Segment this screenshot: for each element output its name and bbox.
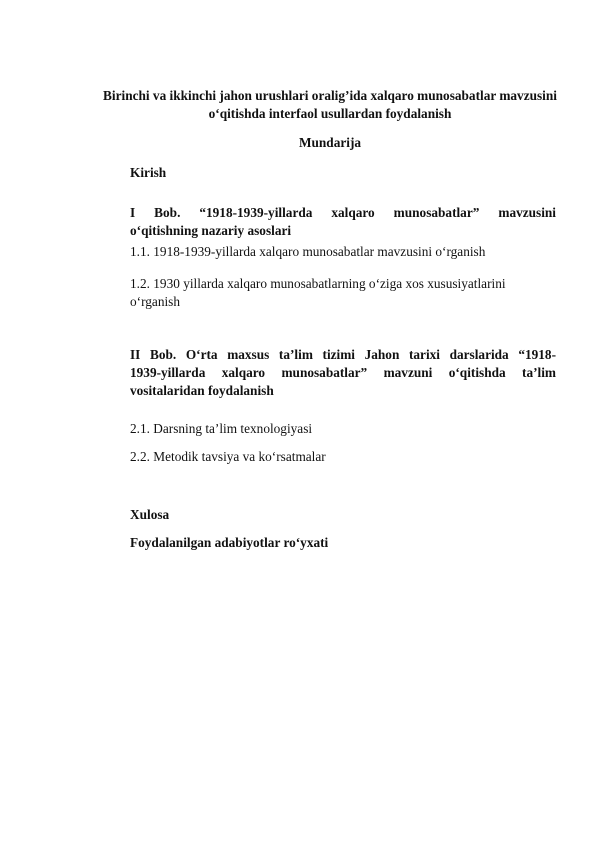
chapter-2-line-2: 1939-yillarda xalqaro munosabatlar” mavzuni o‘qitishda ta’lim (130, 365, 556, 380)
toc-conclusion: Xulosa (130, 507, 170, 522)
section-1-2-line-1: 1.2. 1930 yillarda xalqaro munosabatlarning o‘ziga xos xususiyatlarini (130, 276, 506, 291)
chapter-1-line-1: I Bob. “1918-1939-yillarda xalqaro munosabatlar” mavzusini (130, 205, 556, 220)
document-title (80, 87, 580, 123)
toc-heading: Mundarija (298, 135, 362, 150)
chapter-1-line-2: o‘qitishning nazariy asoslari (130, 223, 292, 238)
chapter-2-line-3: vositalaridan foydalanish (130, 383, 274, 398)
chapter-2-line-1: II Bob. O‘rta maxsus ta’lim tizimi Jahon tarixi darslarida “1918- (130, 347, 556, 362)
title-line-2: o‘qitishda interfaol usullardan foydalanish (208, 106, 452, 121)
toc-intro: Kirish (130, 165, 167, 180)
toc-section-1-1: 1.1. 1918-1939-yillarda xalqaro munosabatlar mavzusini o‘rganish (130, 244, 486, 259)
toc-section-2-1: 2.1. Darsning ta’lim texnologiyasi (130, 421, 313, 436)
section-1-2-line-2: o‘rganish (130, 294, 180, 309)
toc-references: Foydalanilgan adabiyotlar ro‘yxati (130, 535, 329, 550)
toc-section-1-2 (130, 275, 556, 311)
toc-chapter-2 (130, 346, 556, 400)
title-line-1: Birinchi va ikkinchi jahon urushlari oralig’ida xalqaro munosabatlar mavzusini (103, 88, 557, 103)
toc-section-2-2: 2.2. Metodik tavsiya va ko‘rsatmalar (130, 449, 326, 464)
toc-chapter-1 (130, 204, 556, 240)
